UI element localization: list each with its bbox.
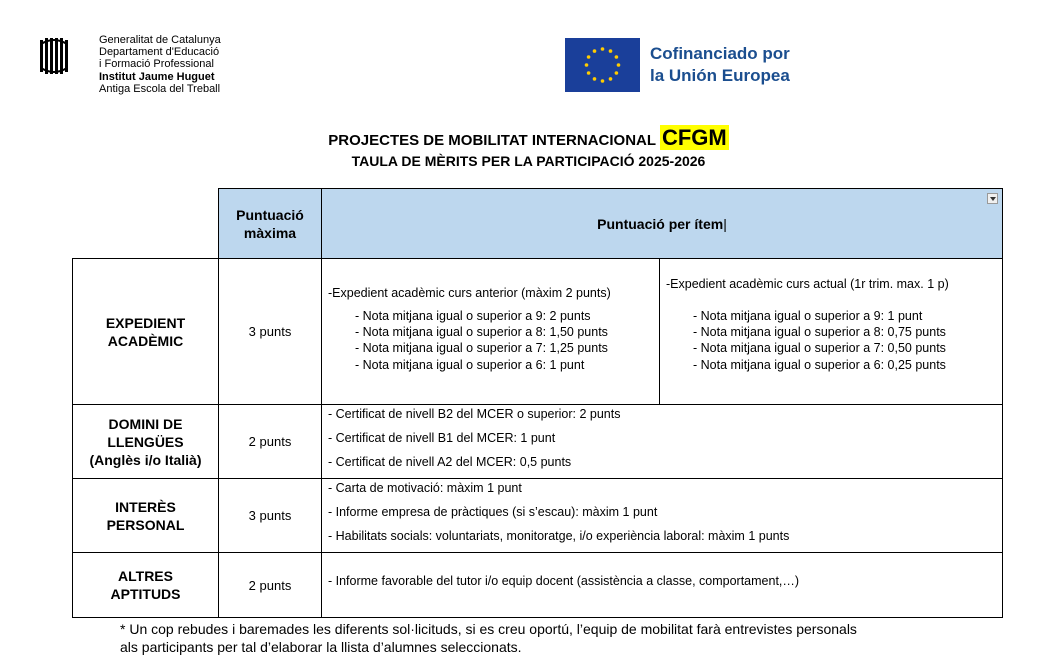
list-item: - Nota mitjana igual o superior a 8: 1,50 punts <box>355 325 608 339</box>
points-personal-interest <box>218 478 322 553</box>
category-other-line-1: ALTRES <box>118 568 173 584</box>
points-expedient-value: 3 punts <box>248 324 292 339</box>
category-languages-line-2: LLENGÜES <box>107 433 184 450</box>
header-item-score: Puntuació per ítem | <box>321 188 1003 259</box>
eu-line-2: la Unión Europea <box>650 66 790 85</box>
footnote-line-2: als participants per tal d’elaborar la llista d’alumnes seleccionats. <box>120 639 522 655</box>
header-max-score-label: Puntuació màxima <box>236 206 304 241</box>
org-line-2: Departament d'Educació <box>99 46 220 59</box>
generalitat-logo-icon <box>38 38 70 74</box>
list-item: - Nota mitjana igual o superior a 6: 0,25 punts <box>693 358 946 372</box>
list-item: - Certificat de nivell A2 del MCER: 0,5 punts <box>328 455 572 469</box>
category-languages <box>72 404 219 479</box>
document-subtitle: TAULA DE MÈRITS PER LA PARTICIPACIÓ 2025-2026 <box>351 153 706 169</box>
list-item: - Certificat de nivell B2 del MCER o superior: 2 punts <box>328 407 621 421</box>
org-line-1: Generalitat de Catalunya <box>99 34 221 46</box>
list-item: - Informe empresa de pràctiques (si s’escau): màxim 1 punt <box>328 505 658 519</box>
points-other-skills <box>218 552 322 618</box>
points-languages <box>218 404 322 479</box>
category-languages-line-1: DOMINI DE <box>108 415 183 432</box>
expedient-current-year-cell <box>659 258 1003 405</box>
eu-flag-icon <box>565 38 640 92</box>
header-max-score <box>218 188 322 259</box>
header-item-score-label: Puntuació per ítem <box>597 215 724 232</box>
category-personal-line-2: PERSONAL <box>106 516 185 533</box>
category-other-line-2: APTITUDS <box>110 586 181 602</box>
list-item: - Nota mitjana igual o superior a 7: 1,25 punts <box>355 341 608 355</box>
category-languages-line-3: (Anglès i/o Italià) <box>89 451 202 468</box>
category-personal-interest <box>72 478 219 553</box>
footnote <box>120 620 1000 656</box>
list-item: - Nota mitjana igual o superior a 8: 0,75 punts <box>693 325 946 339</box>
organization-block <box>99 34 221 95</box>
other-skills-items-cell <box>321 552 1003 618</box>
category-expedient-label: EXPEDIENT ACADÈMIC <box>105 314 186 349</box>
school-name: Antiga Escola del Treball <box>99 82 221 95</box>
list-item: - Nota mitjana igual o superior a 9: 1 punt <box>693 309 923 323</box>
eu-cofinanced-text <box>650 43 790 87</box>
list-item: - Nota mitjana igual o superior a 9: 2 punts <box>355 309 591 323</box>
expedient-current-heading: -Expedient acadèmic curs actual (1r trim. max. 1 p) <box>666 277 949 291</box>
points-personal-value: 3 punts <box>248 508 292 523</box>
document-title <box>0 125 1057 151</box>
category-expedient <box>72 258 219 405</box>
category-personal-line-1: INTERÈS <box>115 498 176 515</box>
languages-items-cell <box>321 404 1003 479</box>
eu-line-1: Cofinanciado por <box>650 44 790 63</box>
footnote-line-1: * Un cop rebudes i baremades les diferents sol·licituds, si es creu oportú, l’equip de mobilitat farà entrevistes personals <box>120 621 857 637</box>
list-item: - Habilitats socials: voluntariats, monitoratge, i/o experiència laboral: màxim 1 punts <box>328 529 790 543</box>
list-item: - Nota mitjana igual o superior a 6: 1 punt <box>355 358 585 372</box>
title-highlight: CFGM <box>661 125 727 150</box>
list-item: - Nota mitjana igual o superior a 7: 0,50 punts <box>693 341 946 355</box>
expedient-previous-heading: -Expedient acadèmic curs anterior (màxim 2 punts) <box>328 286 611 300</box>
org-line-3: i Formació Professional <box>99 58 214 71</box>
personal-interest-items-cell <box>321 478 1003 553</box>
list-item: - Carta de motivació: màxim 1 punt <box>328 481 522 495</box>
title-prefix: PROJECTES DE MOBILITAT INTERNACIONAL <box>328 132 656 149</box>
category-other-skills <box>72 552 219 618</box>
points-languages-value: 2 punts <box>248 434 292 449</box>
points-other-value: 2 punts <box>248 577 292 593</box>
institute-name: Institut Jaume Huguet <box>99 70 215 83</box>
points-expedient <box>218 258 322 405</box>
expedient-previous-year-cell <box>321 258 660 405</box>
list-item: - Certificat de nivell B1 del MCER: 1 punt <box>328 431 556 445</box>
dropdown-arrow-icon[interactable] <box>987 193 998 204</box>
list-item: - Informe favorable del tutor i/o equip docent (assistència a classe, comportament,…) <box>328 574 800 588</box>
